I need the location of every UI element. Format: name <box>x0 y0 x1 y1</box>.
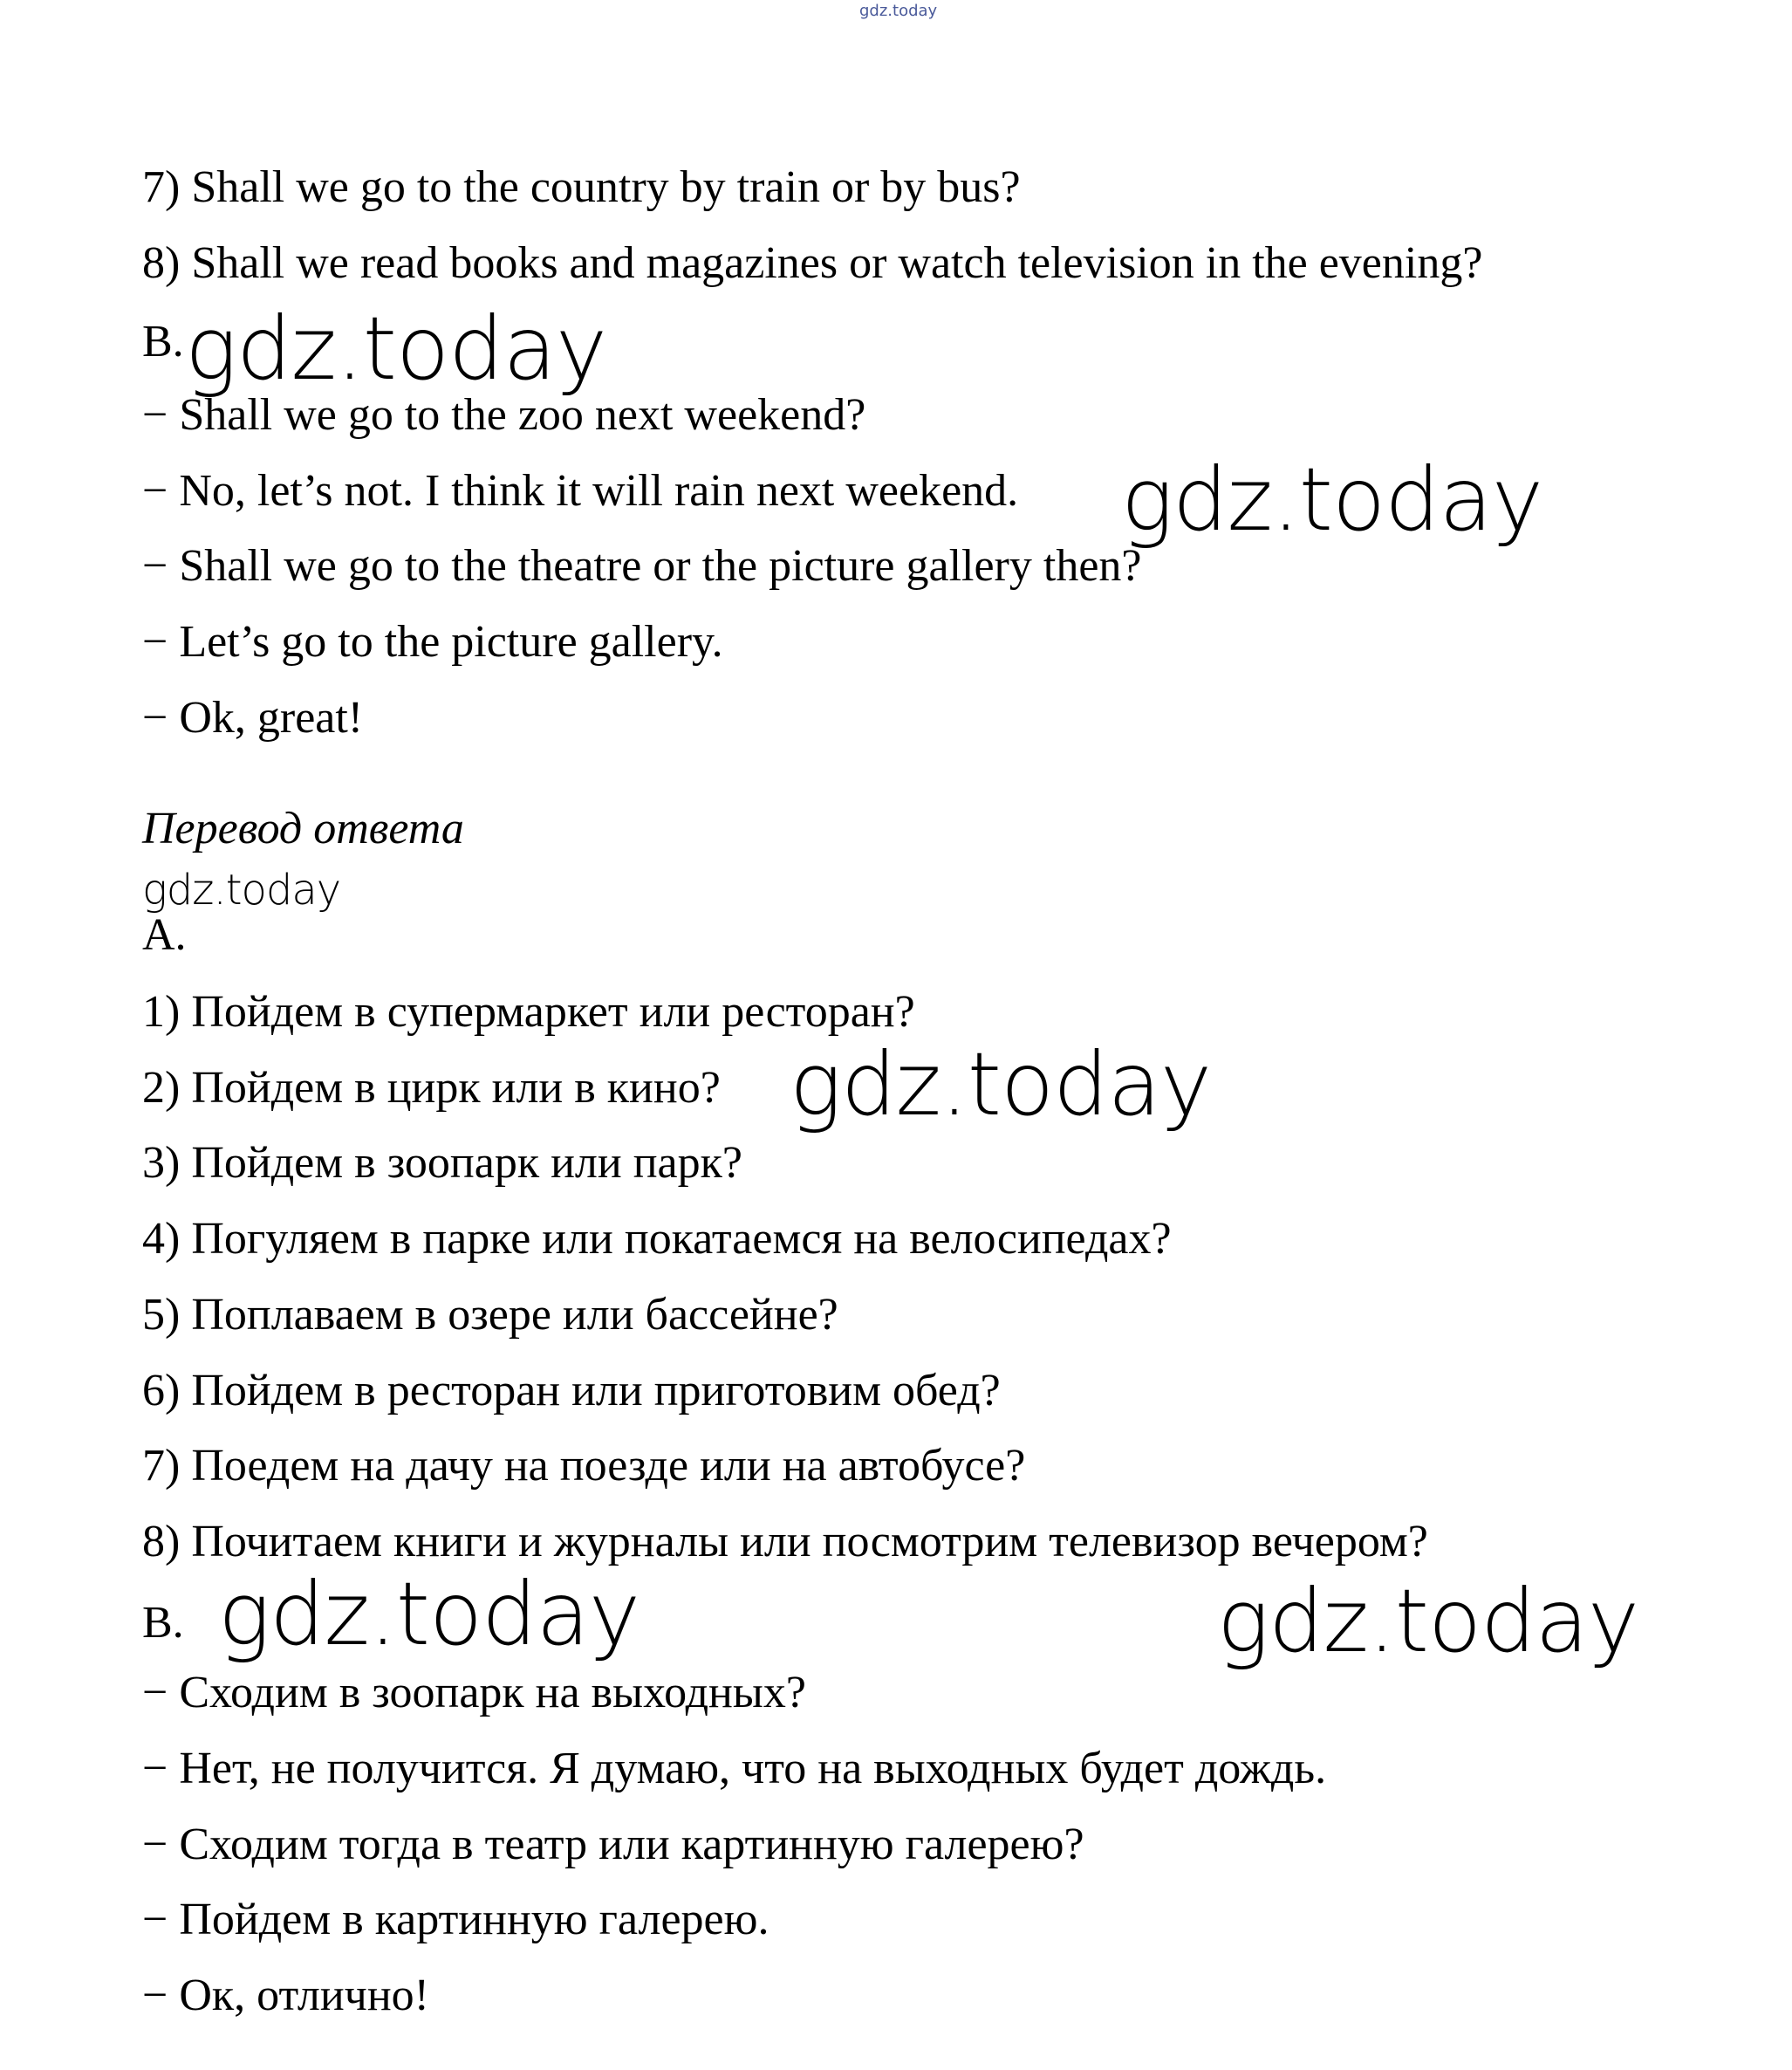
watermark-3: gdz.today <box>142 866 341 915</box>
english-dialogue-line-1: − Shall we go to the zoo next weekend? <box>142 390 866 440</box>
translation-section-b-label: B. <box>142 1598 184 1648</box>
translation-dialogue-line-5: − Ок, отлично! <box>142 1971 429 2020</box>
translation-item-1: 1) Пойдем в супермаркет или ресторан? <box>142 987 915 1037</box>
english-item-8: 8) Shall we read books and magazines or watch television in the evening? <box>142 238 1483 288</box>
english-item-7: 7) Shall we go to the country by train or by bus? <box>142 162 1021 212</box>
translation-item-7: 7) Поедем на дачу на поезде или на автобусе? <box>142 1441 1026 1491</box>
translation-item-8: 8) Почитаем книги и журналы или посмотрим телевизор вечером? <box>142 1517 1428 1566</box>
translation-section-a-label: A. <box>142 910 187 960</box>
watermark-5: gdz.today <box>218 1563 640 1665</box>
watermark-6: gdz.today <box>1217 1570 1639 1672</box>
translation-item-5: 5) Поплаваем в озере или бассейне? <box>142 1290 838 1340</box>
english-dialogue-line-3: − Shall we go to the theatre or the picture gallery then? <box>142 541 1142 591</box>
translation-item-2: 2) Пойдем в цирк или в кино? <box>142 1063 721 1113</box>
watermark-1: gdz.today <box>185 298 607 400</box>
english-dialogue-line-4: − Let’s go to the picture gallery. <box>142 617 723 667</box>
english-dialogue-line-5: − Ok, great! <box>142 693 364 743</box>
translation-item-6: 6) Пойдем в ресторан или приготовим обед? <box>142 1366 1001 1415</box>
translation-item-4: 4) Погуляем в парке или покатаемся на велосипедах? <box>142 1214 1172 1264</box>
translation-dialogue-line-4: − Пойдем в картинную галерею. <box>142 1895 769 1944</box>
english-section-b-label: B. <box>142 317 184 367</box>
watermark-4: gdz.today <box>790 1033 1212 1135</box>
translation-dialogue-line-1: − Сходим в зоопарк на выходных? <box>142 1668 806 1717</box>
translation-heading: Перевод ответа <box>142 804 464 853</box>
watermark-2: gdz.today <box>1121 449 1543 551</box>
english-dialogue-line-2: − No, let’s not. I think it will rain next weekend. <box>142 466 1019 516</box>
translation-dialogue-line-2: − Нет, не получится. Я думаю, что на выходных будет дождь. <box>142 1744 1327 1793</box>
translation-dialogue-line-3: − Сходим тогда в театр или картинную галерею? <box>142 1820 1084 1869</box>
top-watermark: gdz.today <box>859 2 938 20</box>
translation-item-3: 3) Пойдем в зоопарк или парк? <box>142 1138 742 1188</box>
